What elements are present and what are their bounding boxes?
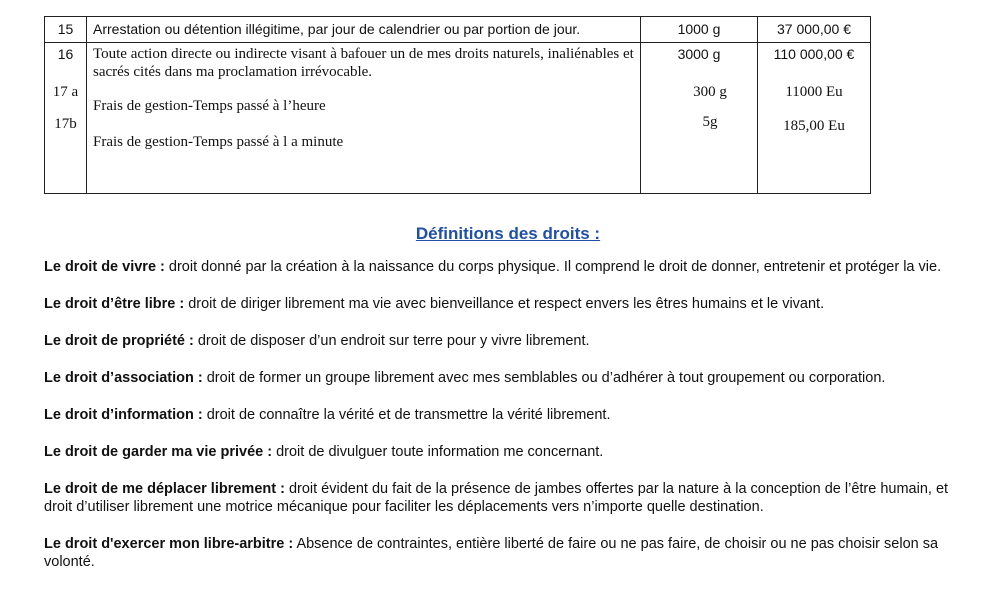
- row-amount: 110 000,00 €: [773, 46, 855, 62]
- definition-text: droit évident du fait de la présence de jambes offertes par la nature à la conception de l’être humain, et droit d’utiliser librement une motrice mécanique pour faciliter les déplacements vers n’importe quelle destination.: [44, 481, 949, 515]
- row-quantity-cell: [641, 43, 758, 194]
- row-quantity: 1000 g: [641, 17, 758, 43]
- sub-item-number: 17b: [54, 116, 77, 132]
- definition-term: Le droit d’association :: [44, 370, 203, 386]
- definition-item: [44, 332, 974, 350]
- row-number-cell: [45, 43, 87, 194]
- sub-item-number: 17 a: [52, 84, 79, 100]
- definition-item: [44, 369, 974, 387]
- definition-text: droit de former un groupe librement avec mes semblables ou d’adhérer à tout groupement ou corporation.: [202, 370, 886, 386]
- definition-item: [44, 406, 974, 424]
- definition-item: [44, 535, 974, 571]
- definition-text: droit donné par la création à la naissance du corps physique. Il comprend le droit de donner, entretenir et protéger la vie.: [164, 259, 942, 275]
- row-number: 16: [57, 46, 74, 62]
- row-description: Arrestation ou détention illégitime, par jour de calendrier ou par portion de jour.: [87, 17, 641, 43]
- definition-term: Le droit de propriété :: [44, 333, 194, 349]
- sub-item-quantity: 5g: [702, 114, 718, 130]
- definition-term: Le droit d'exercer mon libre-arbitre :: [44, 536, 294, 552]
- table-row: [45, 17, 871, 43]
- table-row: [45, 43, 871, 194]
- sub-item-description: Frais de gestion-Temps passé à l a minute: [93, 134, 344, 150]
- definition-term: Le droit de me déplacer librement :: [44, 481, 285, 497]
- tariff-table: [44, 16, 871, 194]
- definition-text: droit de disposer d’un endroit sur terre pour y vivre librement.: [193, 333, 590, 349]
- row-number: 15: [45, 17, 87, 43]
- sub-item-description: Frais de gestion-Temps passé à l’heure: [93, 98, 326, 114]
- definition-text: droit de connaître la vérité et de transmettre la vérité librement.: [202, 407, 611, 423]
- row-description: Toute action directe ou indirecte visant à bafouer un de mes droits naturels, inaliénables et sacrés cités dans ma proclamation irrévocable.: [93, 46, 634, 80]
- definition-text: droit de divulguer toute information me concernant.: [272, 444, 604, 460]
- definition-item: [44, 480, 974, 516]
- section-title: Définitions des droits :: [415, 224, 601, 243]
- sub-item-amount: 11000 Eu: [785, 84, 843, 100]
- definition-item: [44, 443, 974, 461]
- row-description-cell: [87, 43, 641, 194]
- row-quantity: 3000 g: [677, 46, 721, 62]
- definition-term: Le droit de vivre :: [44, 259, 165, 275]
- definition-term: Le droit d’être libre :: [44, 296, 185, 312]
- row-amount-cell: [758, 43, 871, 194]
- definition-text: Absence de contraintes, entière liberté de faire ou ne pas faire, de choisir ou ne pas choisir selon sa volonté.: [44, 536, 939, 570]
- definition-text: droit de diriger librement ma vie avec bienveillance et respect envers les êtres humains et le vivant.: [184, 296, 825, 312]
- sub-item-quantity: 300 g: [693, 84, 727, 100]
- sub-item-amount: 185,00 Eu: [783, 118, 845, 134]
- definition-item: [44, 258, 974, 276]
- definitions-list: [44, 258, 974, 590]
- definition-item: [44, 295, 974, 313]
- definition-term: Le droit de garder ma vie privée :: [44, 444, 273, 460]
- row-amount: 37 000,00 €: [758, 17, 871, 43]
- definition-term: Le droit d’information :: [44, 407, 203, 423]
